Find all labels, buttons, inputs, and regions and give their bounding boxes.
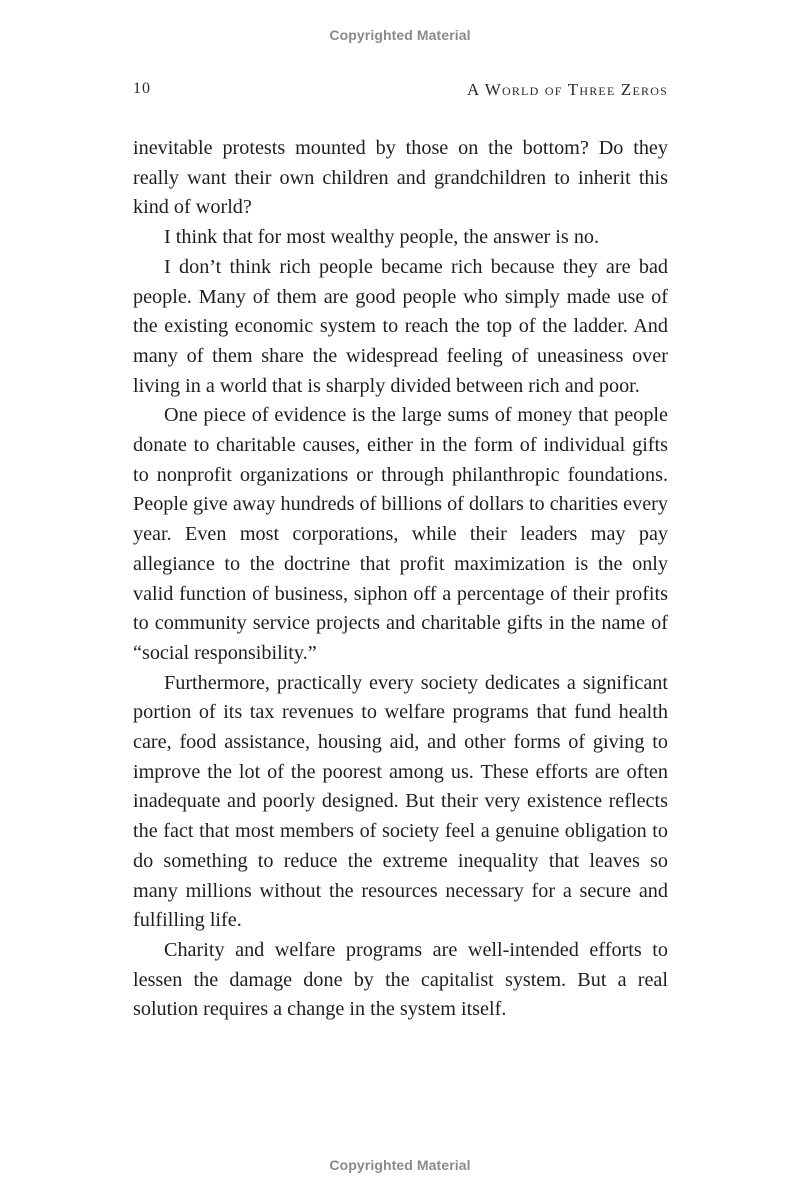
paragraph: I don’t think rich people became rich because they are bad people. Many of them are good people who simply made use of the existing economic system to reach the top of the ladder. And many of them share the widespread feeling of uneasiness over living in a world that is sharply divided between rich and poor. bbox=[133, 255, 668, 397]
page-body bbox=[133, 134, 668, 1025]
paragraph: I think that for most wealthy people, the answer is no. bbox=[164, 226, 600, 249]
running-head bbox=[133, 80, 668, 104]
copyright-watermark-bottom: Copyrighted Material bbox=[329, 1157, 471, 1173]
book-title: A World of Three Zeros bbox=[467, 80, 668, 99]
paragraph: One piece of evidence is the large sums of money that people donate to charitable causes, either in the form of individual gifts to nonprofit organizations or through philanthropic foundations. People give away hundreds of billions of dollars to charities every year. Even most corporations, while their leaders may pay allegiance to the doctrine that profit maximization is the only valid function of business, siphon off a percentage of their profits to community service projects and charitable gifts in the name of “social responsibility.” bbox=[133, 404, 668, 664]
paragraph: Furthermore, practically every society dedicates a significant portion of its tax revenues to welfare programs that fund health care, food assistance, housing aid, and other forms of giving to improve the lot of the poorest among us. These efforts are often inadequate and poorly designed. But their very existence reflects the fact that most members of society feel a genuine obligation to do something to reduce the extreme inequality that leaves so many millions without the resources necessary for a secure and fulfilling life. bbox=[133, 671, 668, 932]
copyright-watermark-top: Copyrighted Material bbox=[329, 27, 471, 43]
paragraph-continued: inevitable protests mounted by those on the bottom? Do they really want their own children and grandchildren to inherit this kind of world? bbox=[133, 137, 668, 219]
paragraph: Charity and welfare programs are well-intended efforts to lessen the damage done by the capitalist system. But a real solution requires a change in the system itself. bbox=[133, 938, 668, 1021]
page-number: 10 bbox=[133, 80, 151, 97]
